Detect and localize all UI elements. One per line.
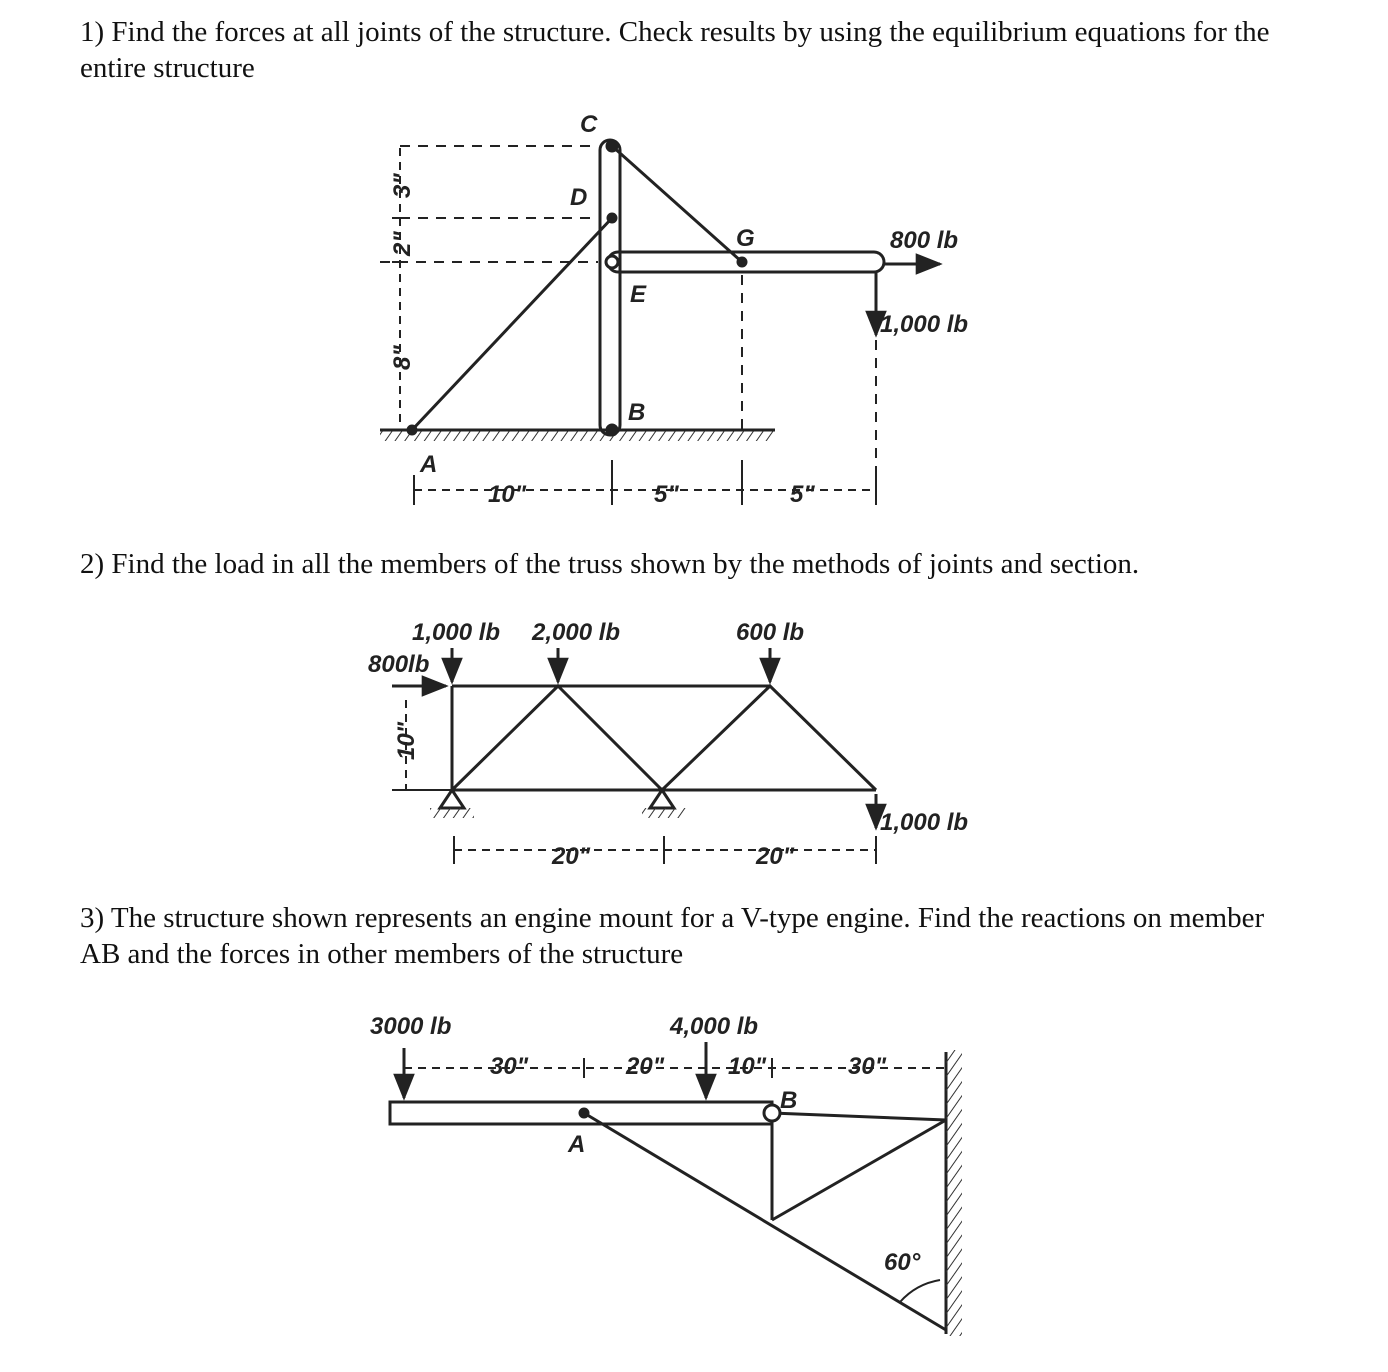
load-label-1000-bottom: 1,000 lb [880, 809, 969, 836]
load-label-4000: 4,000 lb [670, 1013, 759, 1040]
load-label-2000-top: 2,000 lb [532, 619, 621, 646]
angle-label-60: 60° [884, 1249, 921, 1276]
member-ad [412, 218, 612, 430]
load-label-1000-top: 1,000 lb [412, 619, 501, 646]
member-a-diagonal [584, 1113, 946, 1330]
figure-3-text [370, 1013, 921, 1276]
dim-30b: 30" [848, 1053, 887, 1080]
pin-g [738, 258, 746, 266]
dim-20a: 20" [552, 843, 591, 870]
truss-web [452, 686, 876, 790]
pin-d [608, 214, 616, 222]
member-brace [772, 1120, 946, 1220]
label-g: G [736, 225, 755, 252]
load-horizontal-label: 800 lb [890, 227, 959, 254]
load-vertical-label: 1,000 lb [880, 311, 969, 338]
load-label-600-top: 600 lb [736, 619, 805, 646]
dim-30a: 30" [490, 1053, 529, 1080]
dim-3: 3" [389, 173, 416, 198]
load-label-800-side: 800lb [368, 651, 430, 678]
pin-c [607, 141, 617, 151]
figure-2-text [368, 619, 968, 870]
dim-5b: 5" [790, 481, 815, 508]
pin-e [606, 256, 618, 268]
pin-b3 [764, 1105, 780, 1121]
member-cg [612, 146, 742, 262]
dim-20b: 20" [756, 843, 795, 870]
member-bc [600, 140, 620, 435]
label-a3: A [568, 1131, 586, 1158]
load-label-3000: 3000 lb [370, 1013, 452, 1040]
label-d: D [570, 184, 588, 211]
figure-2 [392, 648, 876, 864]
dim-10-height: 10" [393, 721, 420, 760]
angle-arc [900, 1280, 940, 1302]
pin-a [408, 426, 416, 434]
figure-3 [390, 1042, 962, 1336]
dim-10: 10" [488, 481, 527, 508]
problem-3-text: 3) The structure shown represents an engine mount for a V-type engine. Find the reactions on member AB and the forces in other members of the structure [80, 902, 1265, 970]
wall-hatch [946, 1050, 962, 1336]
pin-b [607, 425, 617, 435]
label-b: B [628, 399, 646, 426]
label-b3: B [780, 1087, 798, 1114]
support-pin-mid [650, 790, 674, 808]
problem-2-text: 2) Find the load in all the members of the truss shown by the methods of joints and section. [80, 548, 1140, 580]
figure-1-text [389, 111, 968, 508]
label-a: A [420, 451, 438, 478]
dim-8: 8" [389, 345, 416, 370]
pin-a3 [580, 1109, 588, 1117]
dim-10-fig3: 10" [728, 1053, 767, 1080]
label-c: C [580, 111, 598, 138]
label-e: E [630, 281, 647, 308]
problem-1-text: 1) Find the forces at all joints of the structure. Check results by using the equilibrium equations for the entire structure [80, 16, 1270, 84]
member-b-wall [772, 1113, 946, 1120]
figure-1 [380, 140, 940, 505]
support-pin-left [440, 790, 464, 808]
dim-20: 20" [626, 1053, 665, 1080]
dim-2: 2" [389, 231, 416, 256]
dim-5a: 5" [654, 481, 679, 508]
